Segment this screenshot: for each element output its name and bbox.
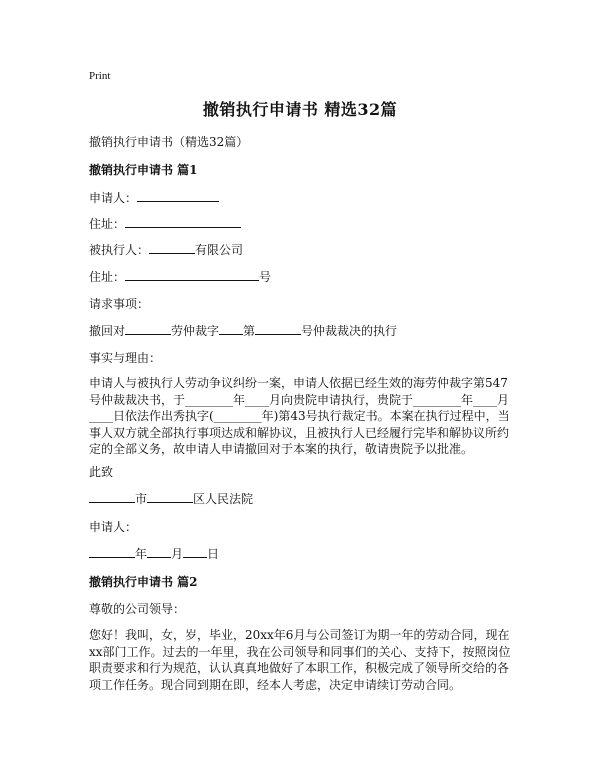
document-title: 撤销执行申请书 精选32篇 (202, 100, 398, 119)
request-blank-2 (219, 323, 243, 335)
respondent-label: 被执行人： (89, 243, 150, 257)
request-part-2: 劳仲裁字 (171, 324, 220, 338)
court-line (89, 490, 253, 507)
request-part-4: 号仲裁裁决的执行 (301, 324, 398, 338)
court-blank-2 (147, 491, 193, 503)
closing-text: 此致 (89, 465, 114, 479)
date-day: 日 (207, 547, 220, 561)
court-blank-1 (89, 491, 135, 503)
request-blank-1 (125, 323, 171, 335)
section-2-paragraph: 您好！我叫，女，岁，毕业，20xx年6月与公司签订为期一年的劳动合同，现在xx部门工作。过去的一年里，我在公司领导和同事们的关心、支持下，按照岗位职责要求和行为规范，认认真真地做好了本职工作，积极完成了领导所交给的各项工作任务。现合同到期在即，经本人考虑，决定申请续订劳动合同。 (89, 628, 511, 692)
date-year: 年 (135, 547, 148, 561)
date-line (89, 545, 219, 562)
date-month: 月 (171, 547, 184, 561)
date-day-blank (183, 546, 207, 558)
request-part-3: 第 (243, 324, 256, 338)
address-line (89, 215, 241, 232)
address2-blank (125, 269, 259, 281)
request-label: 请求事项： (89, 297, 150, 311)
address2-suffix: 号 (259, 270, 272, 284)
request-blank-3 (255, 323, 301, 335)
facts-paragraph: 申请人与被执行人劳动争议纠纷一案，申请人依据已经生效的海劳仲裁字第547号仲裁裁决书，于________年____月向贵院申请执行，贵院于________年____月____日依法作出秀执字(________年)第43号执行裁定书。本案在执行过程中，当事人双方就全部执行事项达成和解协议，且被执行人已经履行完毕和解协议所约定的全部义务，故申请人申请撤回对于本案的执行，敬请贵院予以批准。 (89, 376, 510, 456)
section-1-heading: 撤销执行申请书 篇1 (89, 163, 198, 177)
request-line (89, 322, 397, 339)
court-part-1: 市 (135, 492, 148, 506)
date-year-blank (89, 546, 135, 558)
respondent-line (89, 241, 243, 258)
address2-label: 住址： (89, 270, 126, 284)
applicant-blank (137, 190, 219, 202)
date-month-blank (147, 546, 171, 558)
address2-line (89, 268, 271, 285)
section-2-heading: 撤销执行申请书 篇2 (89, 575, 198, 589)
address-blank (125, 216, 241, 228)
respondent-suffix: 有限公司 (195, 243, 244, 257)
request-part-1: 撤回对 (89, 324, 126, 338)
applicant-line (89, 189, 219, 206)
document-subtitle: 撤销执行申请书（精选32篇） (89, 135, 249, 149)
facts-label: 事实与理由： (89, 351, 162, 365)
print-label[interactable]: Print (89, 70, 111, 82)
court-part-2: 区人民法院 (193, 492, 254, 506)
salutation: 尊敬的公司领导： (89, 602, 186, 616)
sign-label: 申请人： (89, 520, 138, 534)
respondent-blank (149, 242, 195, 254)
applicant-label: 申请人： (89, 191, 138, 205)
address-label: 住址： (89, 217, 126, 231)
